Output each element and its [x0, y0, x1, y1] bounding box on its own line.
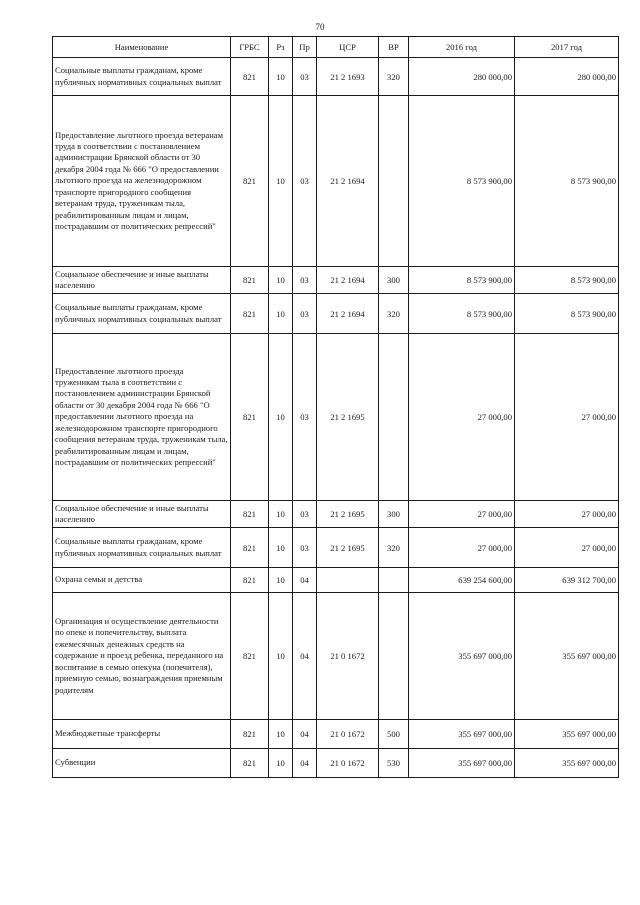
row-csr: 21 0 1672 [317, 593, 379, 720]
row-rz: 10 [269, 334, 293, 501]
row-name: Социальные выплаты гражданам, кроме публичных нормативных социальных выплат [53, 58, 231, 96]
row-rz: 10 [269, 267, 293, 294]
row-2017: 27 000,00 [515, 501, 619, 528]
row-vr: 320 [379, 58, 409, 96]
row-pr: 03 [293, 528, 317, 568]
row-csr: 21 2 1695 [317, 501, 379, 528]
row-2017: 355 697 000,00 [515, 720, 619, 749]
row-rz: 10 [269, 568, 293, 593]
row-2017: 8 573 900,00 [515, 294, 619, 334]
row-name: Социальные выплаты гражданам, кроме публичных нормативных социальных выплат [53, 528, 231, 568]
header-csr: ЦСР [317, 37, 379, 58]
row-grbs: 821 [231, 528, 269, 568]
row-grbs: 821 [231, 58, 269, 96]
row-name: Социальное обеспечение и иные выплаты населению [53, 501, 231, 528]
row-csr: 21 2 1693 [317, 58, 379, 96]
header-pr: Пр [293, 37, 317, 58]
table-row [53, 593, 619, 720]
row-pr: 04 [293, 720, 317, 749]
row-vr: 300 [379, 501, 409, 528]
row-rz: 10 [269, 96, 293, 267]
row-csr: 21 2 1695 [317, 334, 379, 501]
row-2017: 355 697 000,00 [515, 593, 619, 720]
row-pr: 03 [293, 96, 317, 267]
table-row [53, 501, 619, 528]
row-2016: 27 000,00 [409, 528, 515, 568]
row-grbs: 821 [231, 294, 269, 334]
header-2017: 2017 год [515, 37, 619, 58]
row-2016: 639 254 600,00 [409, 568, 515, 593]
row-rz: 10 [269, 749, 293, 778]
row-vr [379, 334, 409, 501]
row-2016: 355 697 000,00 [409, 720, 515, 749]
table-row [53, 96, 619, 267]
row-2016: 27 000,00 [409, 334, 515, 501]
row-rz: 10 [269, 593, 293, 720]
row-rz: 10 [269, 294, 293, 334]
row-2016: 355 697 000,00 [409, 749, 515, 778]
row-csr: 21 0 1672 [317, 749, 379, 778]
row-vr [379, 593, 409, 720]
table-header-row [53, 37, 619, 58]
row-csr: 21 0 1672 [317, 720, 379, 749]
row-pr: 03 [293, 267, 317, 294]
row-vr: 530 [379, 749, 409, 778]
table-row [53, 749, 619, 778]
row-vr [379, 96, 409, 267]
row-name: Социальное обеспечение и иные выплаты населению [53, 267, 231, 294]
row-name: Субвенции [53, 749, 231, 778]
row-pr: 03 [293, 294, 317, 334]
row-2017: 27 000,00 [515, 334, 619, 501]
table-row [53, 720, 619, 749]
row-csr [317, 568, 379, 593]
header-vr: ВР [379, 37, 409, 58]
header-name: Наименование [53, 37, 231, 58]
row-2016: 27 000,00 [409, 501, 515, 528]
row-vr: 320 [379, 294, 409, 334]
row-vr: 320 [379, 528, 409, 568]
row-pr: 03 [293, 58, 317, 96]
table-row [53, 58, 619, 96]
row-pr: 04 [293, 593, 317, 720]
row-2017: 355 697 000,00 [515, 749, 619, 778]
row-2016: 8 573 900,00 [409, 294, 515, 334]
row-2017: 8 573 900,00 [515, 96, 619, 267]
budget-table [52, 36, 619, 778]
header-grbs: ГРБС [231, 37, 269, 58]
row-2016: 355 697 000,00 [409, 593, 515, 720]
row-name: Предоставление льготного проезда труженикам тыла в соответствии с постановлением администрации Брянской области от 30 декабря 2004 года № 666 "О предоставлении льготного проезда на железнодорожном транспорте пригородного сообщения ветеранам труда, труженикам тыла, реабилитированным лицам и лицам, пострадавшим от политических репрессий" [53, 334, 231, 501]
row-vr [379, 568, 409, 593]
row-2017: 639 312 700,00 [515, 568, 619, 593]
table-row [53, 334, 619, 501]
row-pr: 03 [293, 501, 317, 528]
row-grbs: 821 [231, 568, 269, 593]
row-grbs: 821 [231, 267, 269, 294]
header-rz: Рз [269, 37, 293, 58]
header-2016: 2016 год [409, 37, 515, 58]
table-row [53, 267, 619, 294]
row-2017: 280 000,00 [515, 58, 619, 96]
row-grbs: 821 [231, 334, 269, 501]
row-2016: 280 000,00 [409, 58, 515, 96]
row-2017: 8 573 900,00 [515, 267, 619, 294]
row-rz: 10 [269, 501, 293, 528]
table-row [53, 568, 619, 593]
row-grbs: 821 [231, 720, 269, 749]
row-vr: 300 [379, 267, 409, 294]
row-rz: 10 [269, 720, 293, 749]
page-number: 70 [315, 22, 325, 32]
row-grbs: 821 [231, 96, 269, 267]
row-grbs: 821 [231, 749, 269, 778]
row-name: Предоставление льготного проезда ветеранам труда в соответствии с постановлением администрации Брянской области от 30 декабря 2004 года № 666 "О предоставлении льготного проезда на железнодорожном транспорте пригородного сообщения ветеранам труда, труженикам тыла, реабилитированным лицам и лицам, пострадавшим от политических репрессий" [53, 96, 231, 267]
row-2016: 8 573 900,00 [409, 96, 515, 267]
row-pr: 04 [293, 568, 317, 593]
row-name: Охрана семьи и детства [53, 568, 231, 593]
row-2016: 8 573 900,00 [409, 267, 515, 294]
row-name: Межбюджетные трансферты [53, 720, 231, 749]
row-csr: 21 2 1695 [317, 528, 379, 568]
row-name: Социальные выплаты гражданам, кроме публичных нормативных социальных выплат [53, 294, 231, 334]
row-rz: 10 [269, 58, 293, 96]
row-grbs: 821 [231, 501, 269, 528]
row-2017: 27 000,00 [515, 528, 619, 568]
row-name: Организация и осуществление деятельности по опеке и попечительству, выплата ежемесячных денежных средств на содержание и проезд ребенка, переданного на воспитание в семью опекуна (попечителя), приемную семью, вознаграждения приемным родителям [53, 593, 231, 720]
row-csr: 21 2 1694 [317, 96, 379, 267]
row-csr: 21 2 1694 [317, 294, 379, 334]
table-row [53, 528, 619, 568]
row-pr: 04 [293, 749, 317, 778]
row-rz: 10 [269, 528, 293, 568]
row-pr: 03 [293, 334, 317, 501]
row-csr: 21 2 1694 [317, 267, 379, 294]
table-row [53, 294, 619, 334]
row-vr: 500 [379, 720, 409, 749]
row-grbs: 821 [231, 593, 269, 720]
